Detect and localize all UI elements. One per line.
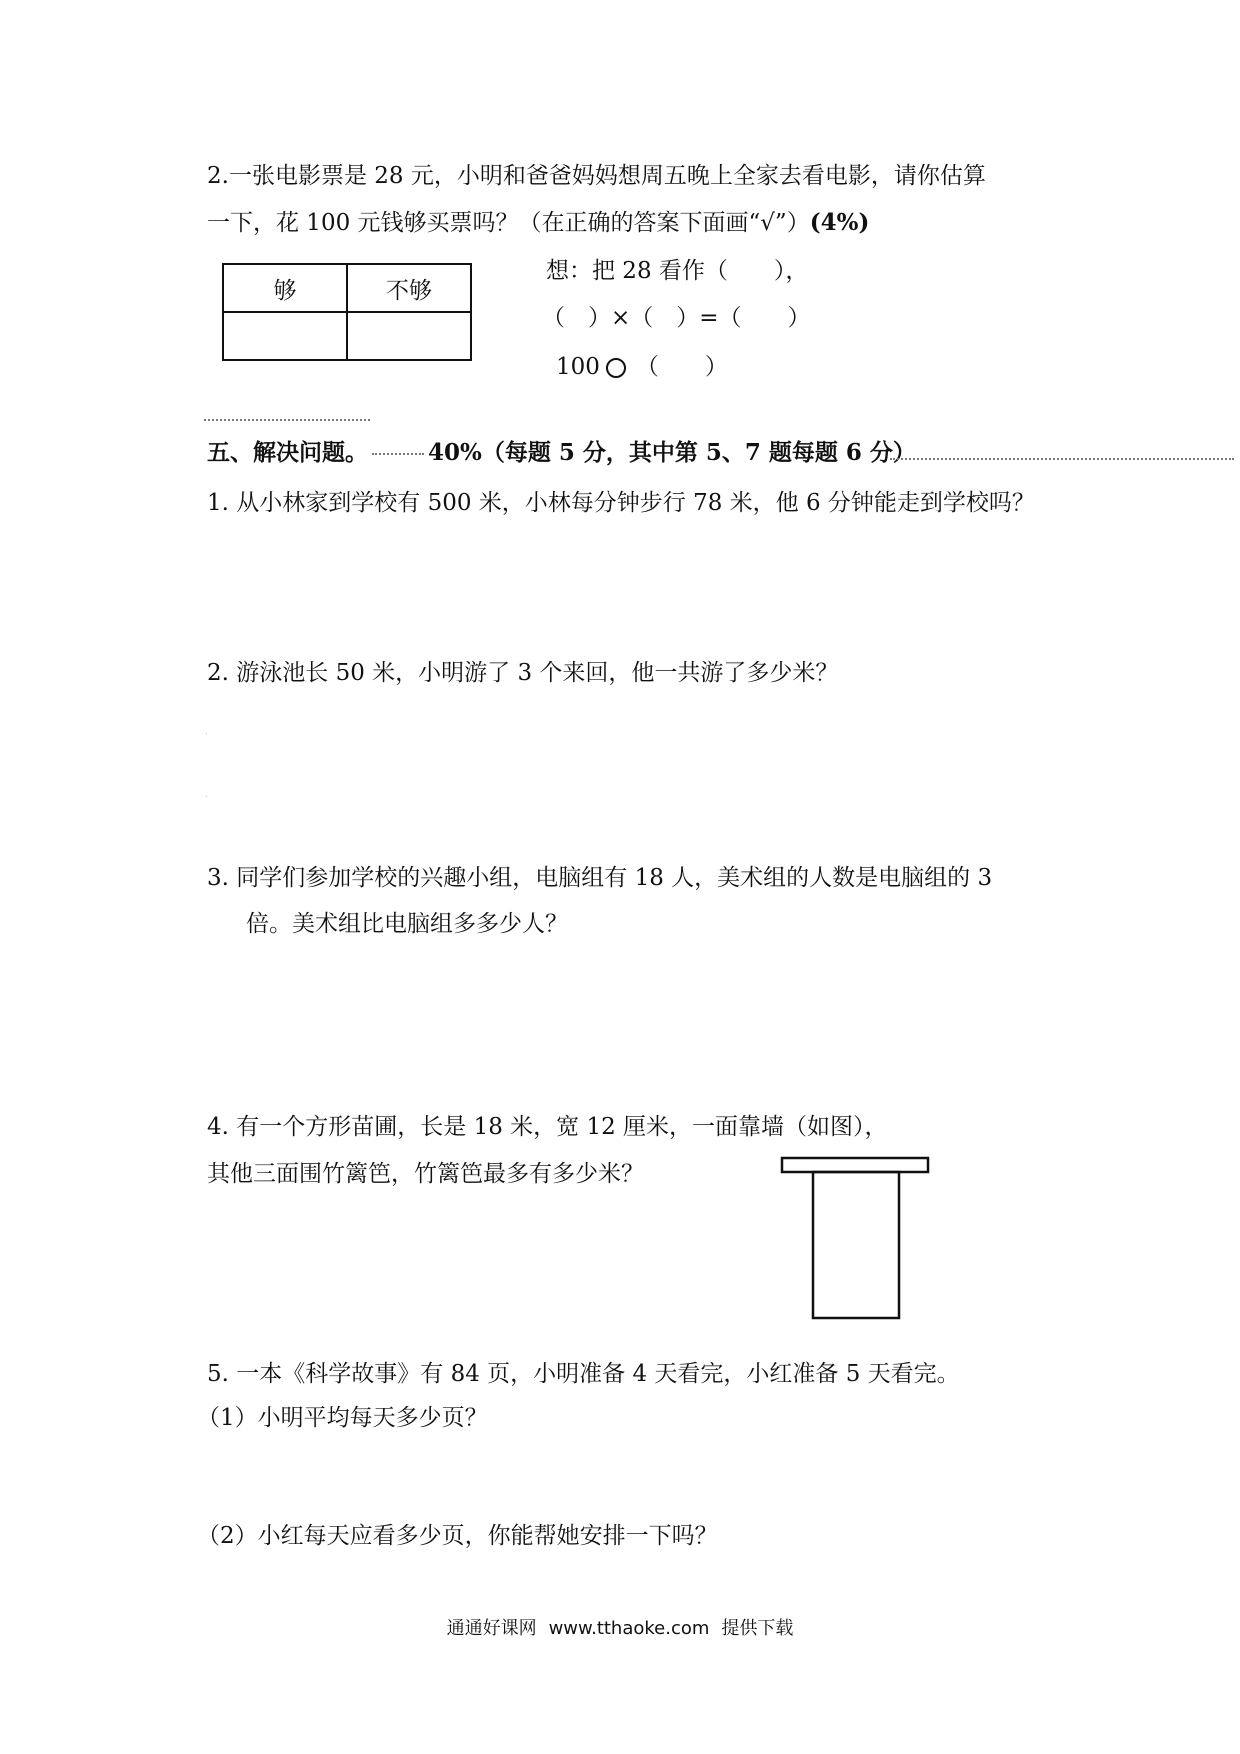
question-5-sub1: （1）小明平均每天多少页？: [197, 1405, 488, 1431]
answer-table: [222, 263, 472, 361]
speck-mark: [206, 796, 207, 797]
wall-shape: [782, 1158, 928, 1172]
footer: [0, 1614, 1240, 1640]
question-5-sub2: （2）小红每天应看多少页，你能帮她安排一下吗？: [197, 1523, 718, 1549]
question-4-line1: 4. 有一个方形苗圃，长是 18 米，宽 12 厘米，一面靠墙（如图），: [207, 1114, 888, 1140]
section5-score: 40%（每题 5 分，其中第 5、7 题每题 6 分）: [428, 439, 916, 466]
title-dots: [372, 453, 424, 455]
question-3-line1: 3. 同学们参加学校的兴趣小组，电脑组有 18 人，美术组的人数是电脑组的 3: [207, 865, 993, 891]
footer-note: 提供下载: [721, 1618, 794, 1639]
q2-line1: 2.一张电影票是 28 元，小明和爸爸妈妈想周五晚上全家去看电影，请你估算: [207, 163, 986, 189]
section5-title: 五、解决问题。: [207, 439, 368, 466]
think-line3-number: 100: [556, 354, 600, 380]
nursery-diagram: [780, 1155, 935, 1322]
header-dotted-line: [890, 458, 1234, 460]
q2-line2: [207, 208, 869, 238]
footer-site: 通通好课网: [446, 1618, 537, 1639]
answer-cell-enough[interactable]: [223, 312, 347, 360]
compare-circle-icon: [606, 358, 626, 378]
footer-url[interactable]: www.tthaoke.com: [548, 1618, 710, 1639]
speck-mark: [206, 733, 207, 734]
answer-cell-not-enough[interactable]: [347, 312, 471, 360]
question-3-line2: 倍。美术组比电脑组多多少人？: [246, 911, 568, 937]
nursery-shape: [813, 1172, 899, 1318]
question-1: 1. 从小林家到学校有 500 米，小林每分钟步行 78 米，他 6 分钟能走到学校吗？: [207, 490, 1035, 516]
think-line3: [556, 352, 728, 382]
q2-score: (4%): [809, 209, 870, 236]
think-line1: 想：把 28 看作（ ），: [546, 258, 809, 284]
section5-header: [207, 438, 916, 468]
question-5-line1: 5. 一本《科学故事》有 84 页，小明准备 4 天看完，小红准备 5 天看完。: [207, 1361, 960, 1387]
answer-header-not-enough: 不够: [347, 264, 471, 312]
think-line3-blank: （ ）: [635, 354, 728, 380]
question-2: 2. 游泳池长 50 米，小明游了 3 个来回，他一共游了多少米？: [207, 660, 839, 686]
answer-header-enough: 够: [223, 264, 347, 312]
think-line2: （ ）×（ ）=（ ）: [542, 305, 811, 331]
question-4-line2: 其他三面围竹篱笆，竹篱笆最多有多少米？: [207, 1161, 644, 1187]
dotted-separator: [204, 419, 370, 421]
q2-line2-text: 一下，花 100 元钱够买票吗？（在正确的答案下面画“√”）: [207, 210, 810, 236]
